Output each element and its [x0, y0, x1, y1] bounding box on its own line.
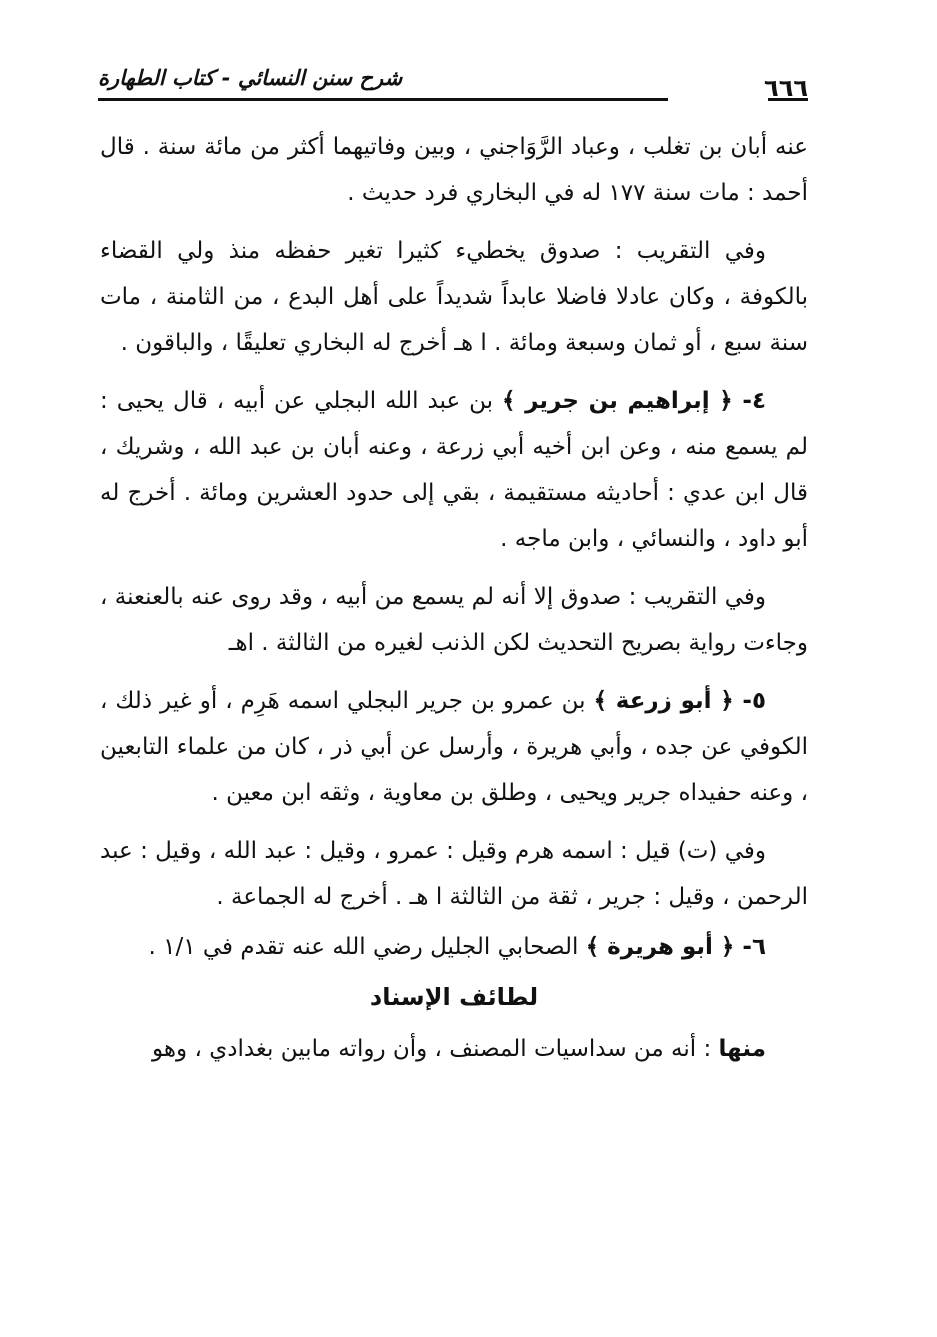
narrator-entry-4 — [100, 378, 808, 562]
paragraph-text: بن عمرو بن جرير البجلي اسمه هَرِم ، أو غير ذلك ، الكوفي عن جده ، وأبي هريرة ، وأرسل عن أبي ذر ، كان من علماء التابعين ، وعنه حفيداه جرير ويحيى ، وطلق بن معاوية ، وثقه ابن معين . — [100, 688, 808, 806]
header-rule — [98, 98, 668, 101]
paragraph-lead: منها — [718, 1036, 766, 1062]
narrator-name: ٤- ﴿ إبراهيم بن جرير ﴾ — [501, 388, 766, 414]
paragraph-1 — [100, 124, 808, 216]
narrator-entry-5 — [100, 678, 808, 816]
running-title: شرح سنن النسائي - كتاب الطهارة — [98, 66, 403, 90]
narrator-entry-6 — [100, 924, 808, 970]
page-body — [100, 124, 808, 1084]
paragraph-6 — [100, 828, 808, 920]
paragraph-text: بن عبد الله البجلي عن أبيه ، قال يحيى : لم يسمع منه ، وعن ابن أخيه أبي زرعة ، وعنه أبان بن عبد الله ، وشريك ، قال ابن عدي : أحاديثه مستقيمة ، بقي إلى حدود العشرين ومائة . أخرج له أبو داود ، والنسائي ، وابن ماجه . — [100, 388, 808, 552]
paragraph-text: وفي التقريب : صدوق إلا أنه لم يسمع من أبيه ، وقد روى عنه بالعنعنة ، وجاءت رواية بصريح التحديث لكن الذنب لغيره من الثالثة . اهـ — [100, 584, 808, 656]
paragraph-text: وفي (ت) قيل : اسمه هرم وقيل : عمرو ، وقيل : عبد الله ، وقيل : عبد الرحمن ، وقيل : جرير ، ثقة من الثالثة ا هـ . أخرج له الجماعة . — [100, 838, 808, 910]
paragraph-text: عنه أبان بن تغلب ، وعباد الرَّوَاجني ، وبين وفاتيهما أكثر من مائة سنة . قال أحمد : مات سنة ١٧٧ له في البخاري فرد حديث . — [100, 134, 808, 206]
narrator-name: ٦- ﴿ أبو هريرة ﴾ — [585, 934, 766, 960]
header-rule-right — [768, 98, 808, 101]
paragraph-text: الصحابي الجليل رضي الله عنه تقدم في ١/١ . — [148, 934, 586, 960]
paragraph-text: وفي التقريب : صدوق يخطيء كثيرا تغير حفظه منذ ولي القضاء بالكوفة ، وكان عادلا فاضلا عابداً شديداً على أهل البدع ، من الثامنة ، مات سنة سبع ، أو ثمان وسبعة ومائة . ا هـ أخرج له البخاري تعليقًا ، والباقون . — [100, 238, 808, 356]
paragraph-4 — [100, 574, 808, 666]
page-number: ٦٦٦ — [764, 74, 808, 102]
paragraph-2 — [100, 228, 808, 366]
final-paragraph — [100, 1026, 808, 1072]
section-heading: لطائف الإسناد — [369, 983, 539, 1011]
paragraph-text: : أنه من سداسيات المصنف ، وأن رواته مابين بغدادي ، وهو — [152, 1036, 719, 1062]
narrator-name: ٥- ﴿ أبو زرعة ﴾ — [593, 688, 767, 714]
